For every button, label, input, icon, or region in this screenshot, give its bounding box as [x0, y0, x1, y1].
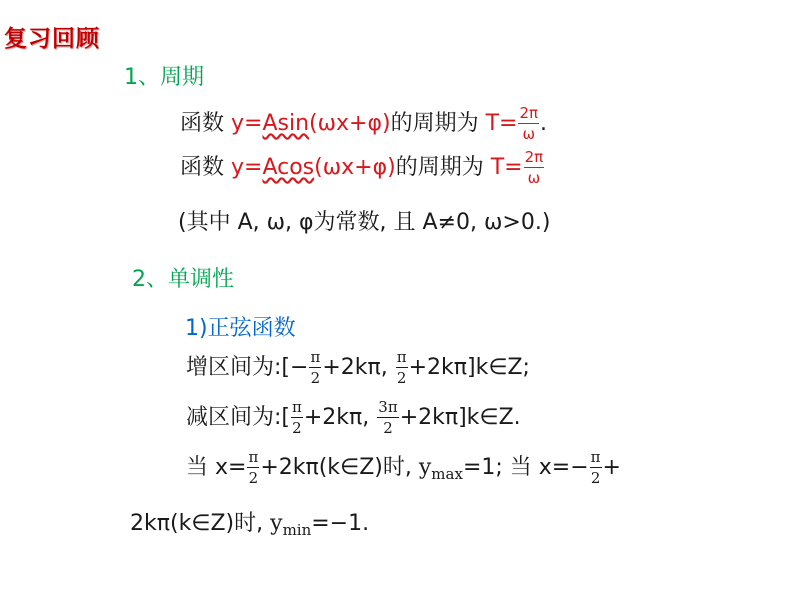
- text: =1; 当 x=−: [462, 455, 589, 480]
- fraction-pi-over-2: [590, 450, 602, 486]
- fraction-numerator: π: [396, 348, 407, 366]
- fraction-numerator: π: [310, 348, 321, 366]
- formula-y: y=: [231, 111, 263, 136]
- fraction-denominator: 2: [590, 469, 601, 487]
- text: +2kπ(k∈Z)时,: [260, 455, 419, 480]
- text: 函数: [180, 111, 231, 136]
- formula-args: (ωx+φ): [314, 155, 396, 180]
- fraction-numerator: 2π: [524, 148, 544, 166]
- fraction-denominator: 2: [248, 469, 259, 487]
- minimum-line: [130, 506, 369, 539]
- period-fraction: [524, 150, 545, 186]
- fraction-denominator: 2: [396, 369, 407, 387]
- text: +2kπ,: [303, 405, 377, 430]
- fraction-pi-over-2: [396, 350, 408, 386]
- fraction-numerator: π: [248, 448, 259, 466]
- slide-title: 复习回顾: [4, 26, 100, 52]
- increasing-interval-line: [186, 350, 530, 386]
- ymax-symbol: y: [418, 455, 432, 480]
- fraction-numerator: π: [292, 398, 302, 416]
- ymax-subscript: max: [431, 465, 463, 483]
- fraction-numerator: π: [590, 448, 601, 466]
- text: 当 x=: [186, 455, 247, 480]
- fraction-numerator: 2π: [519, 104, 539, 122]
- fraction-numerator: 3π: [378, 398, 398, 416]
- formula-acos: Acos: [262, 155, 315, 180]
- period-t: T=: [490, 155, 523, 180]
- period-fraction: [518, 106, 539, 142]
- section-1-heading: 1、周期: [124, 65, 204, 90]
- text: +2kπ]k∈Z;: [408, 355, 530, 380]
- fraction-denominator: ω: [522, 125, 536, 143]
- period-t: T=: [485, 111, 518, 136]
- fraction-3pi-over-2: [377, 400, 398, 436]
- text: =−1.: [311, 511, 370, 536]
- fraction-pi-over-2: [247, 450, 259, 486]
- fraction-denominator: 2: [292, 419, 302, 437]
- maximum-line: [186, 450, 621, 486]
- text: [: [281, 405, 291, 430]
- formula-y: y=: [231, 155, 263, 180]
- sine-function-subheading: 1)正弦函数: [185, 316, 296, 341]
- text: 函数: [180, 155, 231, 180]
- text: +2kπ,: [322, 355, 395, 380]
- text: .: [540, 111, 548, 136]
- text: [−: [281, 355, 309, 380]
- formula-args: (ωx+φ): [309, 111, 391, 136]
- text: 的周期为: [390, 111, 486, 136]
- text: +: [602, 455, 621, 480]
- decrease-label: 减区间为:: [186, 405, 282, 430]
- fraction-denominator: ω: [527, 169, 541, 187]
- ymin-symbol: y: [270, 511, 283, 536]
- fraction-denominator: 2: [310, 369, 321, 387]
- constants-note: (其中 A, ω, φ为常数, 且 A≠0, ω>0.): [178, 210, 551, 235]
- ymin-subscript: min: [282, 521, 312, 539]
- period-line-sin: [180, 106, 547, 142]
- text: +2kπ]k∈Z.: [399, 405, 521, 430]
- section-2-heading: 2、单调性: [132, 267, 234, 292]
- fraction-denominator: 2: [383, 419, 393, 437]
- text: 2kπ(k∈Z)时,: [130, 511, 271, 536]
- period-line-cos: [180, 150, 545, 186]
- decreasing-interval-line: [186, 400, 521, 436]
- fraction-pi-over-2: [309, 350, 321, 386]
- text: 的周期为: [395, 155, 491, 180]
- increase-label: 增区间为:: [186, 355, 282, 380]
- fraction-pi-over-2: [291, 400, 303, 436]
- formula-asin: Asin: [262, 111, 310, 136]
